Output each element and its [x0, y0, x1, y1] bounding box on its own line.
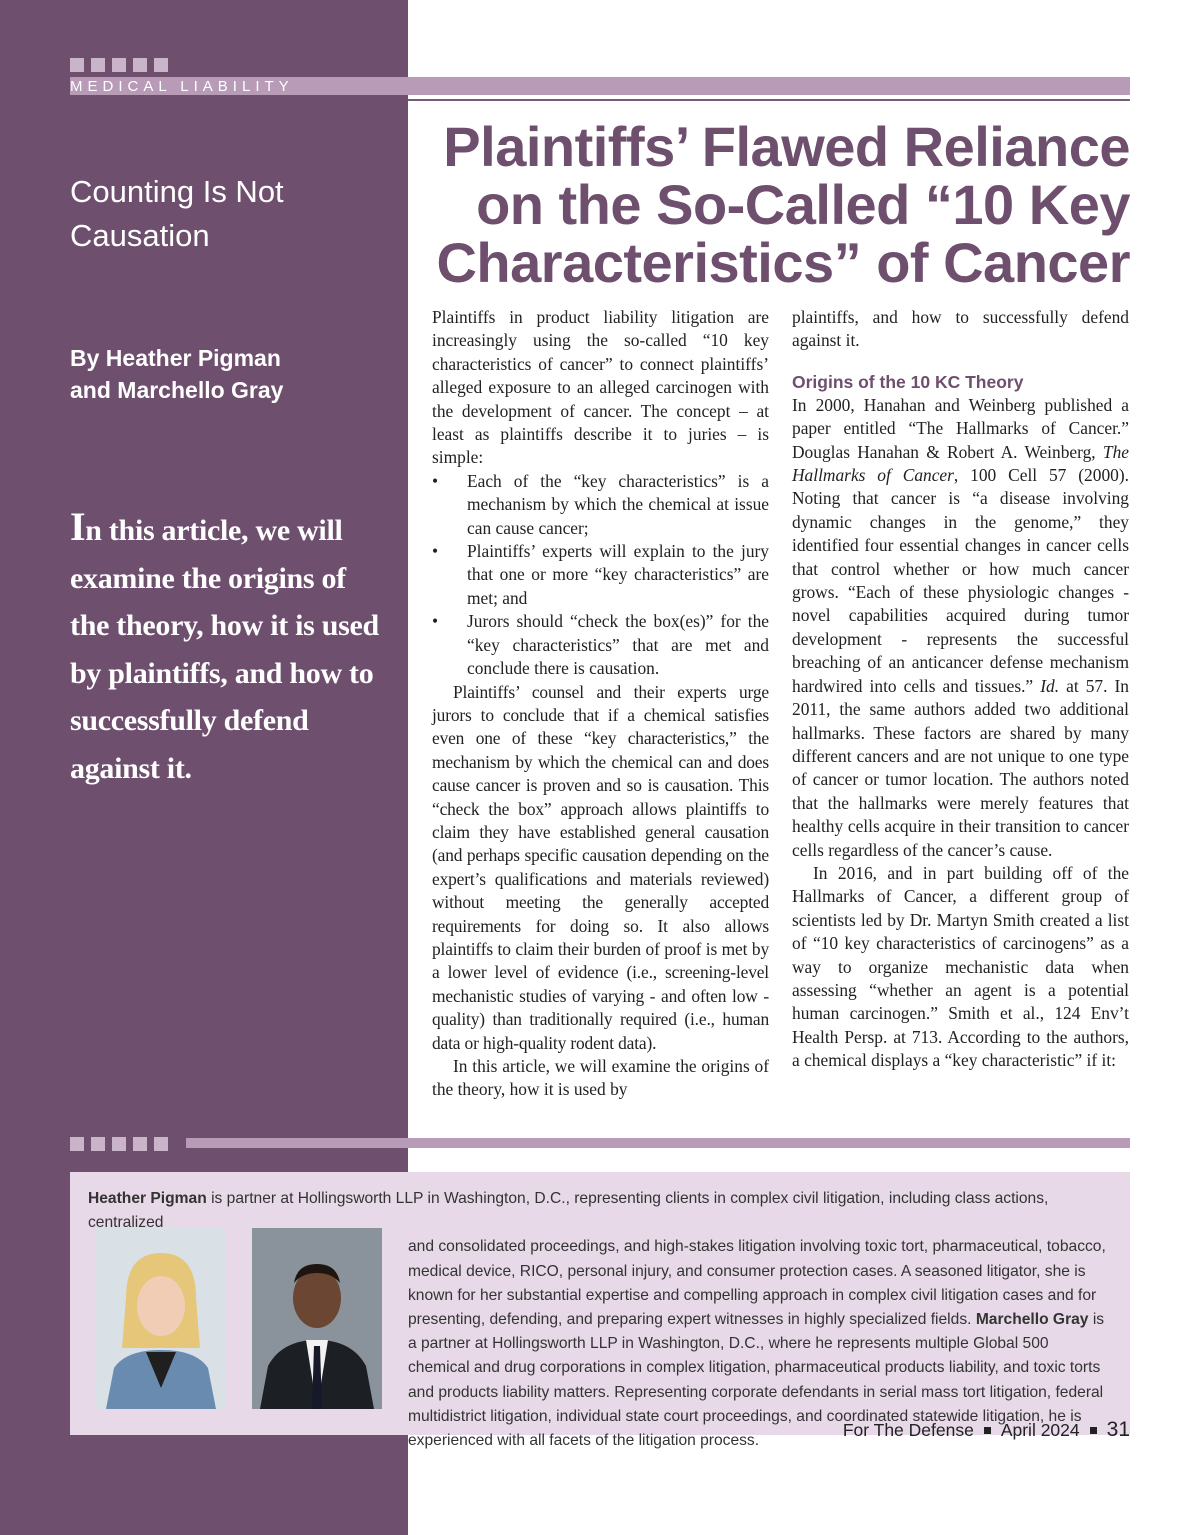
paragraph: Plaintiffs in product liability litigation are increasingly using the so-called “10 key characteristics of cancer” to connect plaintiffs’ alleged exposure to an alleged carcinogen with the development of cancer. The concept – at least as plaintiffs describe it to juries – is simple: — [432, 307, 769, 468]
byline-line-1: By Heather Pigman — [70, 345, 281, 371]
text-span: In 2000, Hanahan and Weinberg published a paper entitled “The Hallmarks of Cancer.” Douglas Hanahan & Robert A. Weinberg, — [792, 394, 1129, 462]
page-number: 31 — [1106, 1418, 1130, 1441]
bullet-list — [432, 470, 769, 681]
list-item: • Jurors should “check the box(es)” for the “key characteristics” that are met and conclude there is causation. — [432, 610, 769, 680]
footer-publication: For The Defense — [842, 1419, 974, 1440]
pull-quote — [70, 503, 390, 792]
page-footer — [843, 1418, 1130, 1442]
footer-separator — [984, 1427, 991, 1434]
paragraph: plaintiffs, and how to successfully defend against it. — [792, 307, 1129, 351]
list-item: • Each of the “key characteristics” is a mechanism by which the chemical at issue can cause cancer; — [432, 470, 769, 540]
author-name: Heather Pigman — [88, 1190, 207, 1207]
list-item: • Plaintiffs’ experts will explain to the jury that one or more “key characteristics” are met; and — [432, 540, 769, 610]
footer-separator — [1090, 1427, 1097, 1434]
citation-title: The Hallmarks of Cancer — [792, 441, 1129, 486]
citation-id: Id. — [1040, 675, 1060, 696]
bio-first-line — [88, 1187, 1114, 1235]
decorative-squares-top — [70, 58, 168, 72]
footer-date: April 2024 — [1000, 1419, 1080, 1440]
paragraph — [792, 394, 1129, 862]
bio-text: is partner at Hollingsworth LLP in Washington, D.C., representing clients in complex civil litigation, including class actions, centralized — [88, 1190, 1049, 1232]
pull-quote-text: n this article, we will examine the origins of the theory, how it is used by plaintiffs, and how to successfully defend against it. — [70, 514, 379, 785]
pull-quote-dropcap: I — [70, 504, 86, 549]
author-name: Marchello Gray — [975, 1311, 1089, 1329]
header-rule — [408, 99, 1130, 101]
paragraph: Plaintiffs’ counsel and their experts urge jurors to conclude that if a chemical satisfies even one of these “key characteristics,” the mechanism by which the chemical can and does cause cancer is proven and so is causation. This “check the box” approach allows plaintiffs to claim they have established general causation (and perhaps specific causation depending on the expert’s qualifications and materials reviewed) without meeting the generally accepted requirements for doing so. It also allows plaintiffs to claim their burden of proof is met by a lower level of evidence (i.e., screening-level mechanistic studies of varying - and often low - quality) than traditionally required (i.e., human data or high-quality rodent data). — [432, 681, 769, 1053]
text-span: at 57. In 2011, the same authors added two additional hallmarks. These factors are shared by many different cancers and are not unique to one type of cancer or tumor location. The authors noted that the hallmarks were merely features that healthy cells acquire in their transition to cancer cells regardless of the cancer’s cause. — [792, 675, 1129, 860]
article-column-2 — [792, 306, 1129, 1073]
paragraph: In 2016, and in part building off of the Hallmarks of Cancer, a different group of scientists led by Dr. Martyn Smith created a list of “10 key characteristics of carcinogens” as a way to organize mechanistic data when assessing “whether an agent is a potential human carcinogen.” Smith et al., 124 Env’t Health Persp. at 713. According to the authors, a chemical displays a “key characteristic” if it: — [792, 862, 1129, 1071]
bottom-bar — [186, 1138, 1130, 1148]
author-bio — [88, 1187, 1114, 1453]
article-subtitle: Counting Is Not Causation — [70, 174, 284, 253]
text-span: , 100 Cell 57 (2000). Noting that cancer is “a disease involving dynamic changes in the genome,” they identified four essential changes in cancer cells that control whether or how much cancer grows. “Each of these physiologic changes - novel capabilities acquired during tumor development - represents the successful breaching of an anticancer defense mechanism hardwired into cells and tissues.” — [792, 465, 1129, 696]
bio-text: and consolidated proceedings, and high-stakes litigation involving toxic tort, pharmaceutical, tobacco, medical device, RICO, personal injury, and consumer protection cases. A seasoned litigator, she is known for her substantial expertise and compelling approach in complex civil litigation cases and for presenting, defending, and preparing expert witnesses in highly specialized fields. — [408, 1238, 1106, 1329]
section-label: MEDICAL LIABILITY — [70, 78, 294, 95]
article-column-1 — [432, 306, 769, 1102]
section-heading: Origins of the 10 KC Theory — [792, 371, 1024, 392]
article-title: Plaintiffs’ Flawed Reliance on the So-Called “10 Key Characteristics” of Cancer — [436, 115, 1130, 294]
byline-line-2: and Marchello Gray — [70, 377, 284, 403]
decorative-squares-bottom — [70, 1137, 168, 1151]
bio-text: is a partner at Hollingsworth LLP in Washington, D.C., where he represents multiple Global 500 chemical and drug corporations in complex litigation, pharmaceutical products liability, and toxic torts and products liability matters. Representing corporate defendants in serial mass tort litigation, federal multidistrict litigation, individual state court proceedings, and coordinated statewide litigation, he is experienced with all facets of the litigation process. — [408, 1311, 1105, 1450]
byline — [70, 342, 390, 406]
paragraph: In this article, we will examine the origins of the theory, how it is used by — [432, 1056, 769, 1100]
